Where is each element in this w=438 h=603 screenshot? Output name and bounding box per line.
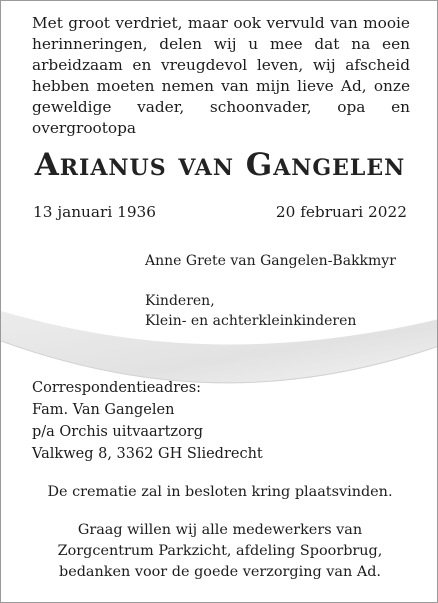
thanks-line: Graag willen wij alle medewerkers van	[77, 522, 363, 538]
correspondence-title: Correspondentieadres:	[32, 380, 202, 396]
family-line: Kinderen,	[145, 293, 215, 309]
cremation-note: De crematie zal in besloten kring plaatsvinden.	[47, 484, 393, 500]
correspondence-line: Valkweg 8, 3362 GH Sliedrecht	[32, 446, 263, 462]
thanks-line: bedanken voor de goede verzorging van Ad.	[58, 564, 382, 580]
death-date: 20 februari 2022	[275, 203, 407, 221]
spouse-name: Anne Grete van Gangelen-Bakkmyr	[145, 253, 396, 269]
correspondence-line: p/a Orchis uitvaartzorg	[32, 424, 204, 440]
deceased-name: Arianus van Gangelen	[34, 147, 406, 183]
intro-text: Met groot verdriet, maar ook vervuld van mooie herinneringen, delen wij u mee dat na een arbeidzaam en vreugdevol leven, wij afscheid hebben moeten nemen van mijn lieve Ad, onze geweldige vader, schoonvader, opa en overgrootopa	[32, 14, 410, 137]
thanks-line: Zorgcentrum Parkzicht, afdeling Spoorbrug,	[57, 543, 383, 559]
correspondence-line: Fam. Van Gangelen	[32, 402, 175, 418]
family-line: Klein- en achterkleinkinderen	[145, 313, 357, 329]
birth-date: 13 januari 1936	[33, 203, 157, 221]
